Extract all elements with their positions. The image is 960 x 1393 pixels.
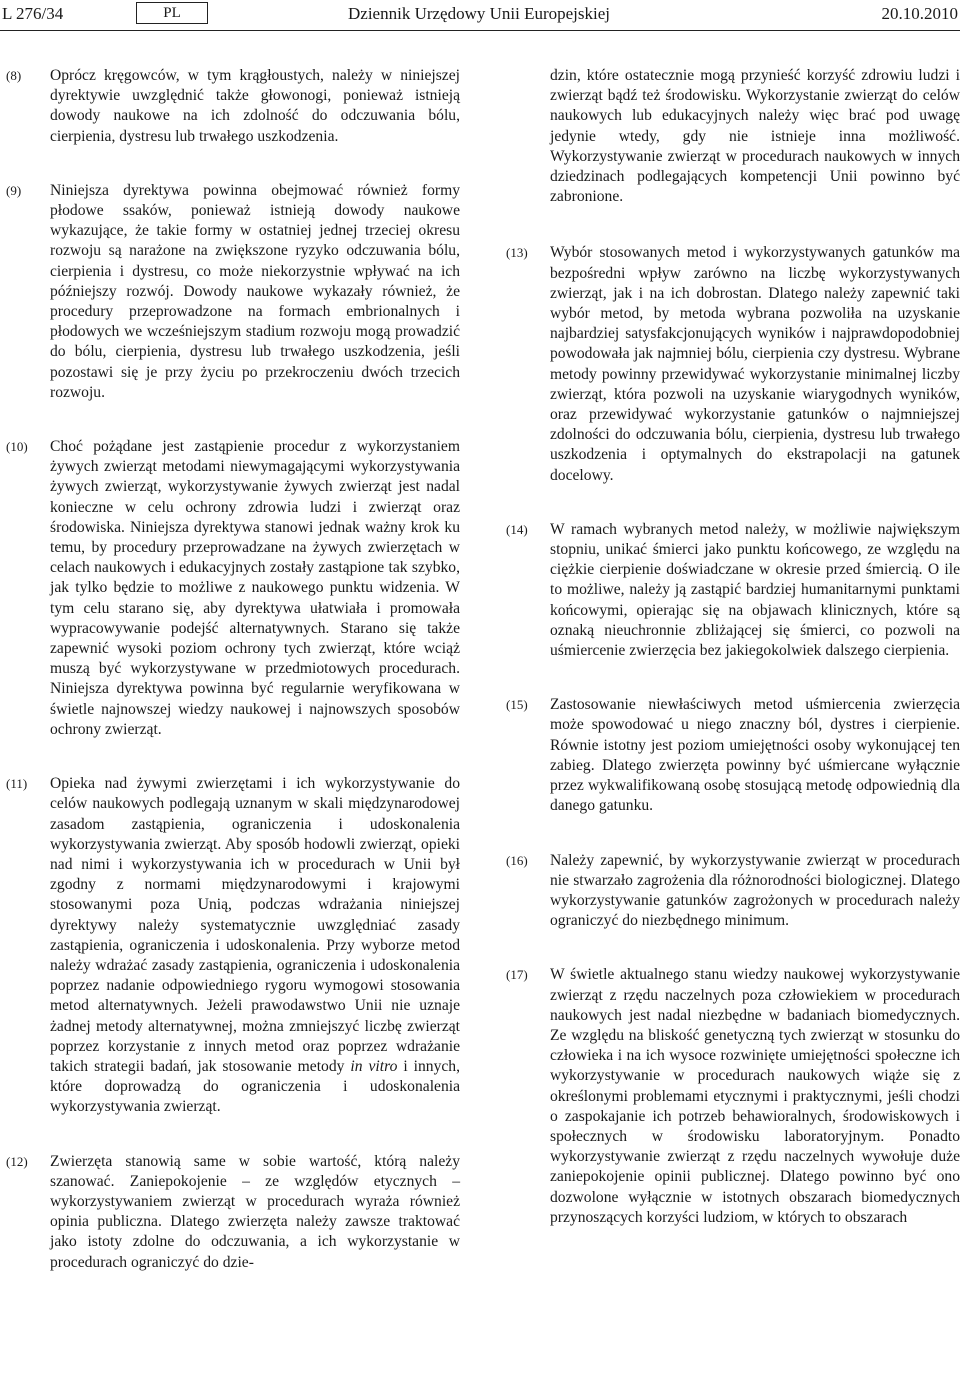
- recital-14: [500, 520, 960, 661]
- recital-number: (13): [506, 245, 528, 261]
- recital-number: (17): [506, 967, 528, 983]
- recital-text: [50, 774, 460, 1117]
- recital-text: Choć pożądane jest zastąpienie procedur z wykorzystaniem żywych zwierząt metodami niewymagającymi wykorzystywania żywych zwierząt, wykorzystywanie żywych zwierząt jest nadal konieczne w celu ochrony zdrowia ludzi i zwierząt oraz środowiska. Niniejsza dyrektywa stanowi jednak ważny krok ku temu, by procedury przeprowadzane na żywych zwierzętach w celach naukowych i edukacyjnych zostały zastąpione tak szybko, jak tylko będzie to możliwe z naukowego punktu widzenia. W tym celu starano się, aby dyrektywa ułatwiała i promowała wypracowywanie podejść alternatywnych. Starano się także zapewnić wysoki poziom ochrony tych zwierząt, które wciąż muszą być wykorzystywane w przedmiotowych procedurach. Niniejsza dyrektywa powinna być regularnie weryfikowana w świetle najnowszej wiedzy naukowej i najnowszych sposobów ochrony zwierząt.: [50, 438, 460, 738]
- recital-text: Niniejsza dyrektywa powinna obejmować również formy płodowe ssaków, ponieważ istnieją dowody naukowe wykazujące, że takie formy w ostatniej jednej trzeciej okresu rozwoju są narażone na zwiększone ryzyko odczuwania bólu, cierpienia i dystresu, co może niekorzystnie wpływać na ich późniejszy rozwój. Dowody naukowe wykazały również, że procedury przeprowadzone na formach embrionalnych i płodowych we wcześniejszym stadium rozwoju mogą prowadzić do bólu, cierpienia, dystresu lub trwałego uszkodzenia, jeśli pozostawi się je przy życiu po przekroczeniu dwóch trzecich rozwoju.: [50, 181, 460, 401]
- recital-10: [0, 437, 460, 740]
- recital-8: [0, 66, 460, 147]
- recital-16: [500, 851, 960, 932]
- recital-number: (15): [506, 697, 528, 713]
- recital-text: Oprócz kręgowców, w tym krągłoustych, należy w niniejszej dyrektywie uwzględnić także głowonogi, ponieważ istnieją dowody naukowe na ich zdolność do odczuwania bólu, cierpienia, dystresu lub trwałego uszkodzenia.: [50, 67, 460, 145]
- recital-17: [500, 965, 960, 1228]
- recital-number: (12): [6, 1153, 28, 1169]
- recital-number: (11): [6, 776, 28, 792]
- recital-number: (9): [6, 182, 22, 198]
- recital-text: W ramach wybranych metod należy, w możliwie największym stopniu, unikać śmierci jako punktu końcowego, ze względu na ciężkie cierpienie doświadczane w okresie przed śmiercią. O ile to możliwe, należy ją zastąpić bardziej humanitarnymi punktami końcowymi, opierając się na objawach klinicznych, które są oznaką nieuchronnie zbliżającej się śmierci, co pozwoli na uśmiercenie zwierzęcia bez jakiegokolwiek dalszego cierpienia.: [550, 520, 960, 660]
- recital-number: (16): [506, 852, 528, 868]
- right-column: [500, 66, 960, 1252]
- recital-number: (8): [6, 68, 22, 83]
- recital-text: Należy zapewnić, by wykorzystywanie zwierząt w procedurach nie stwarzało zagrożenia dla różnorodności biologicznej. Dlatego wykorzystywanie gatunków zagrożonych w procedurach należy ograniczyć do niezbędnego minimum.: [550, 851, 960, 930]
- recital-12: [0, 1152, 460, 1273]
- recital-number: (14): [506, 521, 528, 537]
- language-badge: PL: [136, 2, 208, 24]
- recital-text: W świetle aktualnego stanu wiedzy naukowej wykorzystywanie zwierząt z rzędu naczelnych poza człowiekiem w procedurach naukowych jest nadal niezbędne w badaniach biomedycznych. Ze względu na bliskość genetyczną tych zwierząt w stosunku do człowieka i na ich wysoce rozwinięte umiejętności społeczne ich wykorzystywanie w procedurach naukowych wiąże się z określonymi problemami etycznymi i praktycznymi, jeśli chodzi o zaspokajanie ich potrzeb behawioralnych, środowiskowych i społecznych w środowisku laboratoryjnym. Ponadto wykorzystywanie zwierząt z rzędu naczelnych wywołuje duże zaniepokojenie opinii publicznej. Dlatego powinno być ono dozwolone wyłącznie w istotnych obszarach biomedycznych przynoszących korzyści ludziom, w których to obszarach: [550, 966, 960, 1226]
- recital-15: [500, 695, 960, 816]
- header-rule: [0, 30, 960, 31]
- recital-number: (10): [6, 439, 28, 455]
- recital-text: Wybór stosowanych metod i wykorzystywanych gatunków ma bezpośredni wpływ zarówno na liczbę wykorzystywanych zwierząt, jak i na ich dobrostan. Dlatego należy zapewnić taki wybór metod, by metoda wybrana pozwoliła na uzyskanie najbardziej satysfakcjonujących wyników i najprawdopodobniej powodowała jak najmniej bólu, cierpienia czy dystresu. Wybrane metody powinny przewidywać wykorzystanie minimalnej liczby zwierząt, która pozwoli na uzyskanie wiarygodnych wyników, oraz przewidywać wykorzystanie gatunków o najmniejszej zdolności do odczuwania bólu, cierpienia, dystresu lub trwałego uszkodzenia i optymalnych do ekstrapolacji na gatunek docelowy.: [550, 244, 960, 484]
- recital-text: Zwierzęta stanowią same w sobie wartość, którą należy szanować. Zaniepokojenie – ze względów etycznych – wykorzystywaniem zwierząt w procedurach wyraża również opinia publiczna. Dlatego zwierzęta należy zawsze traktować jako istoty zdolne do odczuwania, a ich wykorzystanie w procedurach ograniczyć do dzie-: [50, 1152, 460, 1271]
- recital-text-part: i innych, które doprowadzą do ograniczenia i udoskonalenia wykorzystywania zwierząt.: [50, 1057, 460, 1116]
- publication-date: 20.10.2010: [881, 4, 958, 23]
- recital-text: Zastosowanie niewłaściwych metod uśmiercenia zwierzęcia może spowodować u niego znaczny ból, dystres i cierpienie. Równie istotny jest poziom umiejętności osoby wykonującej ten zabieg. Dlatego zwierzęta powinny być uśmiercane wyłącznie przez wykwalifikowaną osobę stosującą metodę odpowiednią dla danego gatunku.: [550, 696, 960, 815]
- left-column: [0, 66, 460, 1297]
- recital-13: [500, 243, 960, 485]
- recital-italic-term: in vitro: [350, 1057, 398, 1075]
- page-reference: L 276/34: [2, 4, 64, 23]
- page-header: [0, 0, 960, 34]
- journal-title: Dziennik Urzędowy Unii Europejskiej: [348, 4, 611, 23]
- recital-12-continuation: dzin, które ostatecznie mogą przynieść korzyść zdrowiu ludzi i zwierząt bądź też środowisku. Wykorzystanie zwierząt do celów naukowych lub edukacyjnych należy więc brać pod uwagę jedynie wtedy, gdy nie istnieje inna możliwość. Wykorzystywanie zwierząt w procedurach naukowych w innych dziedzinach podlegających kompetencji Unii powinno być zabronione.: [550, 67, 960, 206]
- recital-text-part: Opieka nad żywymi zwierzętami i ich wykorzystywanie do celów naukowych podlegają uznanym w skali międzynarodowej zasadom zastąpienia, ograniczenia i udoskonalenia wykorzystywania zwierząt. Aby sposób hodowli zwierząt, opieki nad nimi i wykorzystywania ich w procedurach w Unii był zgodny z normami międzynarodowymi i krajowymi stosowanymi poza Unią, podczas wdrażania niniejszej dyrektywy należy systematycznie uwzględniać zasady zastąpienia, ograniczenia i udoskonalenia. Przy wyborze metod należy wdrażać zasady zastąpienia, ograniczenia i udoskonalenia poprzez nadanie odpowiedniego rygoru wymogowi stosowania metod alternatywnych. Jeżeli prawodawstwo Unii nie uznaje żadnej metody alternatywnej, można zmniejszyć liczbę zwierząt poprzez korzystanie z innych metod oraz poprzez wdrażanie takich strategii badań, jak stosowanie metody: [50, 775, 460, 1075]
- recital-11: [0, 774, 460, 1117]
- recital-9: [0, 181, 460, 403]
